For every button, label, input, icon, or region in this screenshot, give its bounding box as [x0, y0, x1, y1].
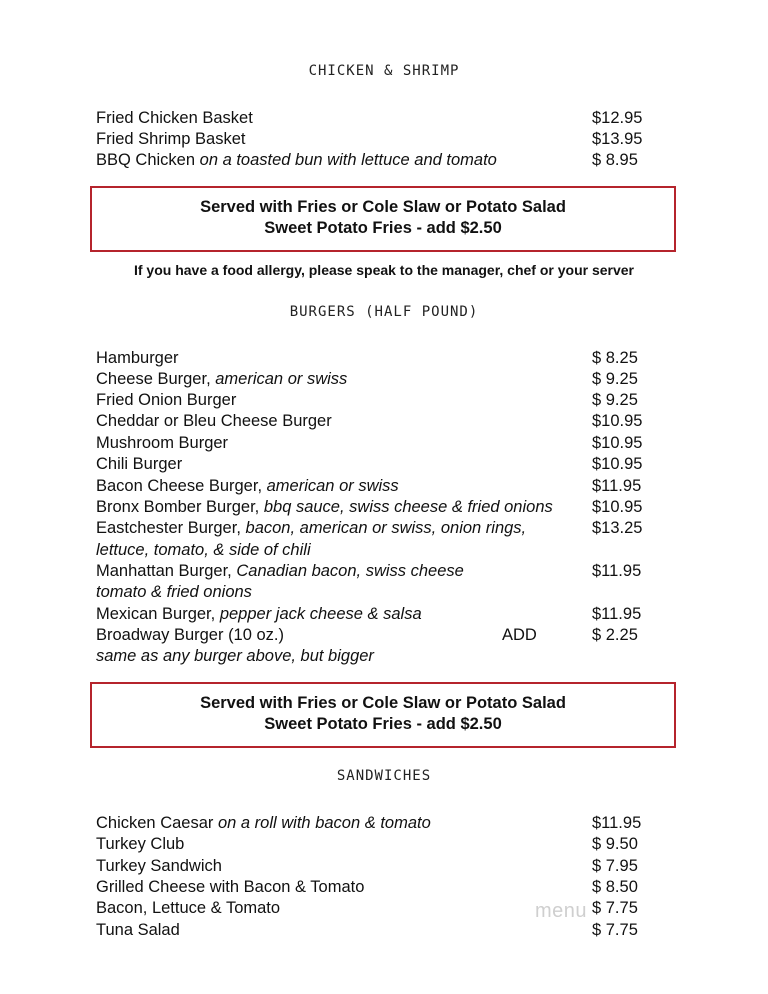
item-price: $11.95 [592, 477, 642, 495]
item-name: Bronx Bomber Burger, [96, 498, 260, 516]
item-price: $13.95 [592, 130, 643, 148]
sides-line-1: Served with Fries or Cole Slaw or Potato Salad [200, 694, 566, 712]
item-name: Fried Onion Burger [96, 391, 237, 409]
sides-box [90, 186, 676, 252]
menu-item [96, 390, 656, 411]
item-name: Manhattan Burger, [96, 562, 232, 580]
menu-item [96, 625, 656, 646]
watermark-logo: menu [535, 900, 588, 922]
item-name: Cheddar or Bleu Cheese Burger [96, 412, 332, 430]
sides-box [90, 682, 676, 748]
item-price: $ 9.25 [592, 391, 638, 409]
item-description-continued: same as any burger above, but bigger [96, 647, 374, 665]
sides-line-2: Sweet Potato Fries - add $2.50 [264, 219, 502, 237]
menu-item [96, 518, 656, 539]
item-name: Chili Burger [96, 455, 183, 473]
item-price: $12.95 [592, 109, 643, 127]
allergy-notice: If you have a food allergy, please speak to the manager, chef or your server [133, 262, 635, 278]
item-name: Bacon Cheese Burger, [96, 477, 263, 495]
menu-item [96, 856, 656, 877]
menu-item [96, 150, 656, 171]
section-title-sandwiches: SANDWICHES [336, 768, 432, 784]
item-description: Canadian bacon, swiss cheese [236, 562, 464, 580]
item-name: Turkey Sandwich [96, 857, 222, 875]
item-name: BBQ Chicken [96, 151, 196, 169]
sides-line-1: Served with Fries or Cole Slaw or Potato Salad [200, 198, 566, 216]
item-name: Hamburger [96, 349, 179, 367]
menu-item [96, 411, 656, 432]
menu-item [96, 476, 656, 497]
item-price: $ 7.75 [592, 921, 638, 939]
menu-item [96, 369, 656, 390]
menu-item [96, 454, 656, 475]
item-price: $ 7.95 [592, 857, 638, 875]
item-name: Fried Shrimp Basket [96, 130, 246, 148]
menu-item [96, 920, 656, 941]
item-price: $11.95 [592, 605, 642, 623]
item-price: $ 2.25 [592, 626, 638, 644]
item-description: bbq sauce, swiss cheese & fried onions [263, 498, 553, 516]
item-name: Fried Chicken Basket [96, 109, 253, 127]
item-name: Eastchester Burger, [96, 519, 241, 537]
item-name: Turkey Club [96, 835, 185, 853]
item-price: $ 8.50 [592, 878, 638, 896]
item-name: Bacon, Lettuce & Tomato [96, 899, 281, 917]
menu-item [96, 834, 656, 855]
item-description: on a roll with bacon & tomato [217, 814, 431, 832]
item-description: bacon, american or swiss, onion rings, [245, 519, 527, 537]
item-description: american or swiss [215, 370, 348, 388]
item-name: Chicken Caesar [96, 814, 214, 832]
item-price: $ 9.50 [592, 835, 638, 853]
menu-item [96, 604, 656, 625]
item-price: $10.95 [592, 412, 643, 430]
item-description-continued: lettuce, tomato, & side of chili [96, 541, 311, 559]
item-description: american or swiss [266, 477, 399, 495]
menu-item [96, 877, 656, 898]
menu-item [96, 129, 656, 150]
item-name: Mexican Burger, [96, 605, 216, 623]
item-price: $ 9.25 [592, 370, 638, 388]
menu-item [96, 348, 656, 369]
item-name: Broadway Burger (10 oz.) [96, 626, 285, 644]
menu-item [96, 813, 656, 834]
section-title-chicken: CHICKEN & SHRIMP [308, 63, 460, 79]
item-price: $10.95 [592, 455, 643, 473]
item-price: $ 8.95 [592, 151, 638, 169]
item-add-label: ADD [502, 626, 537, 644]
item-price: $10.95 [592, 434, 643, 452]
item-price: $11.95 [592, 814, 642, 832]
item-price: $10.95 [592, 498, 643, 516]
item-price: $11.95 [592, 562, 642, 580]
item-description: pepper jack cheese & salsa [219, 605, 422, 623]
item-description: on a toasted bun with lettuce and tomato [199, 151, 497, 169]
item-price: $13.25 [592, 519, 643, 537]
item-price: $ 8.25 [592, 349, 638, 367]
item-description-continued: tomato & fried onions [96, 583, 252, 601]
menu-item [96, 497, 656, 518]
item-name: Cheese Burger, [96, 370, 211, 388]
item-price: $ 7.75 [592, 899, 638, 917]
item-name: Grilled Cheese with Bacon & Tomato [96, 878, 365, 896]
menu-item [96, 108, 656, 129]
section-title-burgers: BURGERS (HALF POUND) [289, 304, 479, 320]
item-name: Tuna Salad [96, 921, 180, 939]
menu-item [96, 433, 656, 454]
sides-line-2: Sweet Potato Fries - add $2.50 [264, 715, 502, 733]
item-name: Mushroom Burger [96, 434, 229, 452]
menu-item [96, 561, 656, 582]
